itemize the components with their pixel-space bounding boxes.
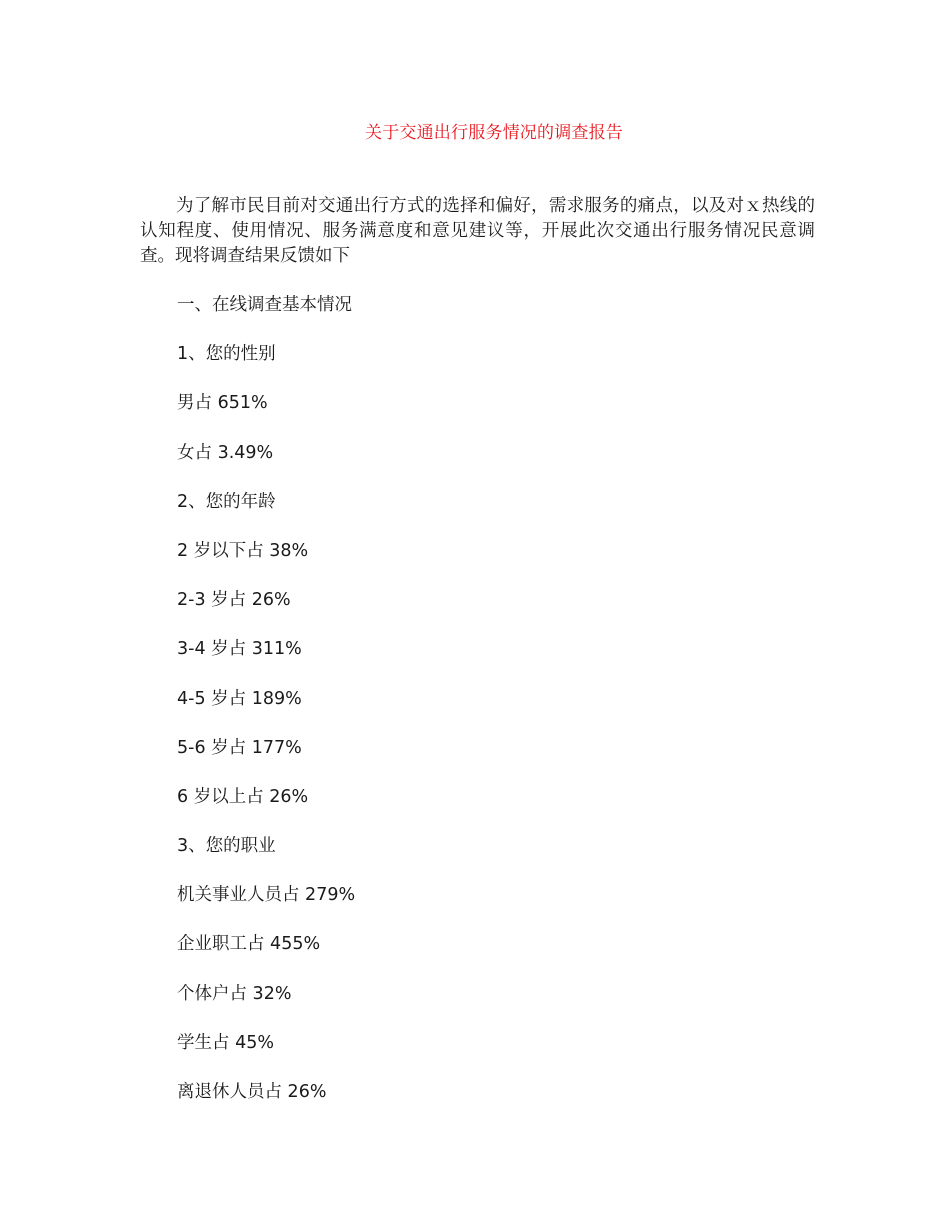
survey-lines — [177, 292, 355, 1128]
answer-line: 3-4 岁占 311% — [177, 639, 302, 660]
answer-line: 机关事业人员占 279% — [177, 885, 356, 906]
document-title: 关于交通出行服务情况的调查报告 — [365, 123, 623, 143]
question-occupation: 3、您的职业 — [177, 836, 276, 857]
answer-line: 个体户占 32% — [177, 983, 292, 1004]
answer-line: 2 岁以下占 38% — [177, 540, 309, 561]
answer-line: 离退休人员占 26% — [177, 1082, 327, 1102]
answer-line: 4-5 岁占 189% — [177, 688, 302, 709]
answer-line: 男占 651% — [177, 393, 268, 414]
question-gender: 1、您的性别 — [177, 344, 276, 365]
answer-line: 学生占 45% — [177, 1032, 274, 1053]
intro-paragraph: 为了解市民目前对交通出行方式的选择和偏好，需求服务的痛点，以及对ｘ热线的认知程度、使用情况、服务满意度和意见建议等，开展此次交通出行服务情况民意调查。现将调查结果反馈如下 — [140, 196, 815, 266]
answer-line: 女占 3.49% — [177, 442, 274, 463]
answer-line: 企业职工占 455% — [177, 934, 321, 955]
section-heading-online-survey: 一、在线调查基本情况 — [177, 295, 352, 315]
answer-line: 6 岁以上占 26% — [177, 786, 309, 807]
answer-line: 2-3 岁占 26% — [177, 590, 291, 611]
question-age: 2、您的年龄 — [177, 491, 276, 512]
answer-line: 5-6 岁占 177% — [177, 737, 302, 758]
